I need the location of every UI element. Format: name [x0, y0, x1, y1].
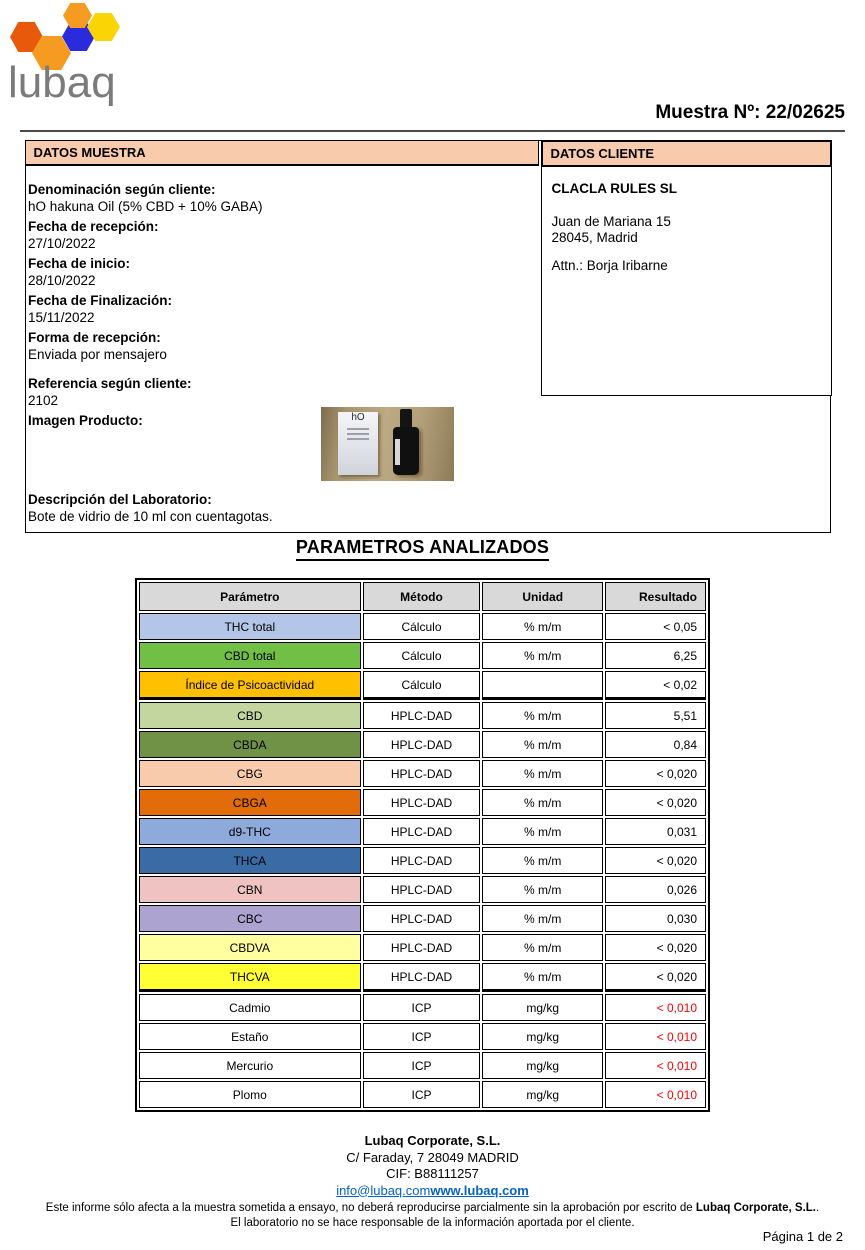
unit-cell: % m/m	[482, 613, 603, 640]
unit-cell	[482, 671, 603, 700]
field-denominacion	[28, 181, 533, 215]
field-label: Denominación según cliente:	[28, 182, 216, 197]
unit-cell: % m/m	[482, 760, 603, 787]
method-cell: HPLC-DAD	[363, 963, 481, 992]
client-details	[542, 167, 831, 274]
product-box-text-lines	[347, 428, 369, 440]
unit-cell: % m/m	[482, 905, 603, 932]
website-link[interactable]: www.lubaq.com	[430, 1182, 529, 1198]
method-cell: HPLC-DAD	[363, 934, 481, 961]
parameter-cell: CBDVA	[139, 934, 361, 961]
result-cell: 0,84	[605, 731, 706, 758]
method-cell: ICP	[363, 994, 481, 1021]
table-row	[139, 876, 706, 903]
table-row	[139, 731, 706, 758]
field-value: hO hakuna Oil (5% CBD + 10% GABA)	[28, 199, 263, 214]
lab-description	[28, 491, 528, 525]
table-row	[139, 994, 706, 1021]
parameter-cell: Plomo	[139, 1081, 361, 1108]
table-row	[139, 671, 706, 700]
client-address-line1: Juan de Mariana 15	[551, 213, 671, 229]
sample-fields	[28, 181, 533, 429]
description-label: Descripción del Laboratorio:	[28, 492, 212, 507]
result-cell: 6,25	[605, 642, 706, 669]
parameter-cell: THCVA	[139, 963, 361, 992]
unit-cell: mg/kg	[482, 1052, 603, 1079]
method-cell: ICP	[363, 1081, 481, 1108]
description-value: Bote de vidrio de 10 ml con cuentagotas.	[28, 509, 273, 524]
parameter-cell: CBN	[139, 876, 361, 903]
result-cell: 0,031	[605, 818, 706, 845]
parameter-cell: THCA	[139, 847, 361, 874]
field-value: Enviada por mensajero	[28, 347, 167, 362]
table-row	[139, 1023, 706, 1050]
result-cell: 0,026	[605, 876, 706, 903]
parameter-cell: THC total	[139, 613, 361, 640]
footer-links	[0, 1183, 865, 1200]
table-row	[139, 963, 706, 992]
dropper-bottle	[393, 409, 419, 477]
disclaimer-block	[0, 1201, 865, 1231]
column-header-unidad: Unidad	[482, 582, 603, 611]
result-cell: < 0,010	[605, 1081, 706, 1108]
parameter-cell: CBC	[139, 905, 361, 932]
sample-number-title: Muestra Nº: 22/02625	[655, 102, 845, 123]
unit-cell: mg/kg	[482, 1023, 603, 1050]
table-header-row	[139, 582, 706, 611]
method-cell: Cálculo	[363, 613, 481, 640]
result-cell: < 0,020	[605, 847, 706, 874]
unit-cell: % m/m	[482, 847, 603, 874]
unit-cell: % m/m	[482, 702, 603, 729]
method-cell: HPLC-DAD	[363, 702, 481, 729]
sample-box-header: DATOS MUESTRA	[25, 140, 539, 166]
result-cell: < 0,05	[605, 613, 706, 640]
field-fecha-finalizacion	[28, 292, 533, 326]
unit-cell: mg/kg	[482, 1081, 603, 1108]
column-header-resultado: Resultado	[605, 582, 706, 611]
field-label: Fecha de inicio:	[28, 256, 131, 271]
disclaimer-line2: El laboratorio no se hace responsable de la información aportada por el cliente.	[230, 1217, 635, 1229]
table-row	[139, 702, 706, 729]
unit-cell: % m/m	[482, 789, 603, 816]
parameter-cell: CBG	[139, 760, 361, 787]
product-image-label: Imagen Producto:	[28, 413, 143, 428]
table-row	[139, 1052, 706, 1079]
result-cell: < 0,020	[605, 963, 706, 992]
lubaq-logo	[8, 2, 208, 122]
unit-cell: % m/m	[482, 876, 603, 903]
field-label: Fecha de Finalización:	[28, 293, 173, 308]
result-cell: < 0,010	[605, 994, 706, 1021]
header-divider	[20, 130, 845, 132]
method-cell: HPLC-DAD	[363, 847, 481, 874]
method-cell: HPLC-DAD	[363, 876, 481, 903]
parameter-cell: CBD	[139, 702, 361, 729]
parameter-cell: Índice de Psicoactividad	[139, 671, 361, 700]
footer-company-name: Lubaq Corporate, S.L.	[364, 1133, 501, 1148]
result-cell: < 0,010	[605, 1023, 706, 1050]
field-value: 27/10/2022	[28, 236, 96, 251]
parameters-table	[135, 578, 710, 1112]
result-cell: < 0,020	[605, 934, 706, 961]
result-cell: < 0,020	[605, 789, 706, 816]
method-cell: HPLC-DAD	[363, 789, 481, 816]
unit-cell: % m/m	[482, 934, 603, 961]
parameter-cell: CBDA	[139, 731, 361, 758]
field-referencia	[28, 375, 533, 409]
field-fecha-inicio	[28, 255, 533, 289]
table-row	[139, 847, 706, 874]
method-cell: HPLC-DAD	[363, 818, 481, 845]
parameter-cell: Cadmio	[139, 994, 361, 1021]
field-label: Forma de recepción:	[28, 330, 161, 345]
email-link[interactable]: info@lubaq.com	[336, 1182, 431, 1198]
unit-cell: % m/m	[482, 731, 603, 758]
parameter-cell: Mercurio	[139, 1052, 361, 1079]
parameter-cell: d9-THC	[139, 818, 361, 845]
product-box	[338, 412, 378, 475]
unit-cell: % m/m	[482, 963, 603, 992]
field-value: 28/10/2022	[28, 273, 96, 288]
client-box-header: DATOS CLIENTE	[542, 141, 831, 167]
unit-cell: % m/m	[482, 818, 603, 845]
table-row	[139, 1081, 706, 1108]
field-label: Referencia según cliente:	[28, 376, 192, 391]
method-cell: HPLC-DAD	[363, 731, 481, 758]
brand-name: lubaq	[8, 58, 116, 107]
method-cell: ICP	[363, 1052, 481, 1079]
method-cell: ICP	[363, 1023, 481, 1050]
product-photo	[321, 407, 454, 481]
footer-cif: CIF: B88111257	[386, 1166, 479, 1181]
result-cell: < 0,020	[605, 760, 706, 787]
result-cell: < 0,010	[605, 1052, 706, 1079]
client-address-line2: 28045, Madrid	[551, 229, 638, 245]
sample-data-box	[25, 140, 831, 533]
footer-company-block	[0, 1133, 865, 1199]
field-forma-recepcion	[28, 329, 533, 363]
result-cell: 5,51	[605, 702, 706, 729]
column-header-metodo: Método	[363, 582, 481, 611]
table-row	[139, 613, 706, 640]
client-data-box	[541, 140, 832, 396]
result-cell: 0,030	[605, 905, 706, 932]
table-row	[139, 760, 706, 787]
field-fecha-recepcion	[28, 218, 533, 252]
method-cell: Cálculo	[363, 671, 481, 700]
unit-cell: mg/kg	[482, 994, 603, 1021]
parameter-cell: CBD total	[139, 642, 361, 669]
product-box-brand: hO	[351, 412, 365, 423]
unit-cell: % m/m	[482, 642, 603, 669]
table-row	[139, 905, 706, 932]
parameter-cell: CBGA	[139, 789, 361, 816]
parameter-cell: Estaño	[139, 1023, 361, 1050]
page-number: Página 1 de 2	[762, 1229, 843, 1244]
method-cell: Cálculo	[363, 642, 481, 669]
field-value: 2102	[28, 393, 59, 408]
field-label: Fecha de recepción:	[28, 219, 159, 234]
client-name: CLACLA RULES SL	[551, 180, 677, 196]
table-row	[139, 818, 706, 845]
result-cell: < 0,02	[605, 671, 706, 700]
table-row	[139, 789, 706, 816]
method-cell: HPLC-DAD	[363, 905, 481, 932]
table-row	[139, 642, 706, 669]
client-attn: Attn.: Borja Iribarne	[551, 257, 668, 273]
disclaimer-line1: Este informe sólo afecta a la muestra sometida a ensayo, no deberá reproducirse parcialmente sin la aprobación por escrito de Lubaq Corporate, S.L..	[45, 1202, 820, 1214]
table-row	[139, 934, 706, 961]
field-value: 15/11/2022	[28, 310, 95, 325]
table-title-wrap	[135, 537, 710, 561]
table-title: PARAMETROS ANALIZADOS	[296, 537, 549, 561]
footer-address: C/ Faraday, 7 28049 MADRID	[346, 1149, 519, 1165]
method-cell: HPLC-DAD	[363, 760, 481, 787]
column-header-parametro: Parámetro	[139, 582, 361, 611]
